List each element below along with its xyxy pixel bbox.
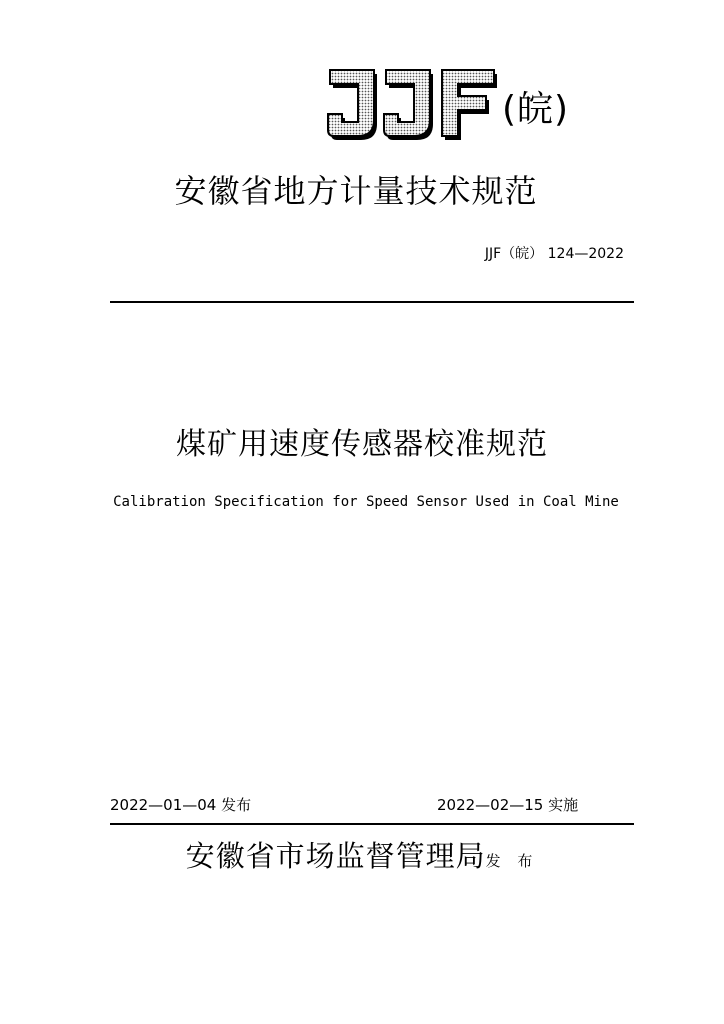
bottom-divider [110,823,634,825]
document-title-chinese: 煤矿用速度传感器校准规范 [176,427,548,462]
top-divider [110,301,634,303]
implementation-date: 2022—02—15 实施 [437,796,579,814]
document-title-english: Calibration Specification for Speed Sensor Used in Coal Mine [113,494,619,510]
logo-suffix: (皖) [502,89,570,130]
jjf-logo-mark [322,66,502,146]
issuer-line [0,836,724,881]
document-number: JJF（皖） 124—2022 [484,246,624,262]
series-title: 安徽省地方计量技术规范 [174,172,538,210]
issuer-name: 安徽省市场监督管理局 [185,839,486,873]
issuer-suffix: 发 布 [485,852,539,870]
jjf-logo [322,66,612,146]
issue-date: 2022—01—04 发布 [110,796,252,814]
